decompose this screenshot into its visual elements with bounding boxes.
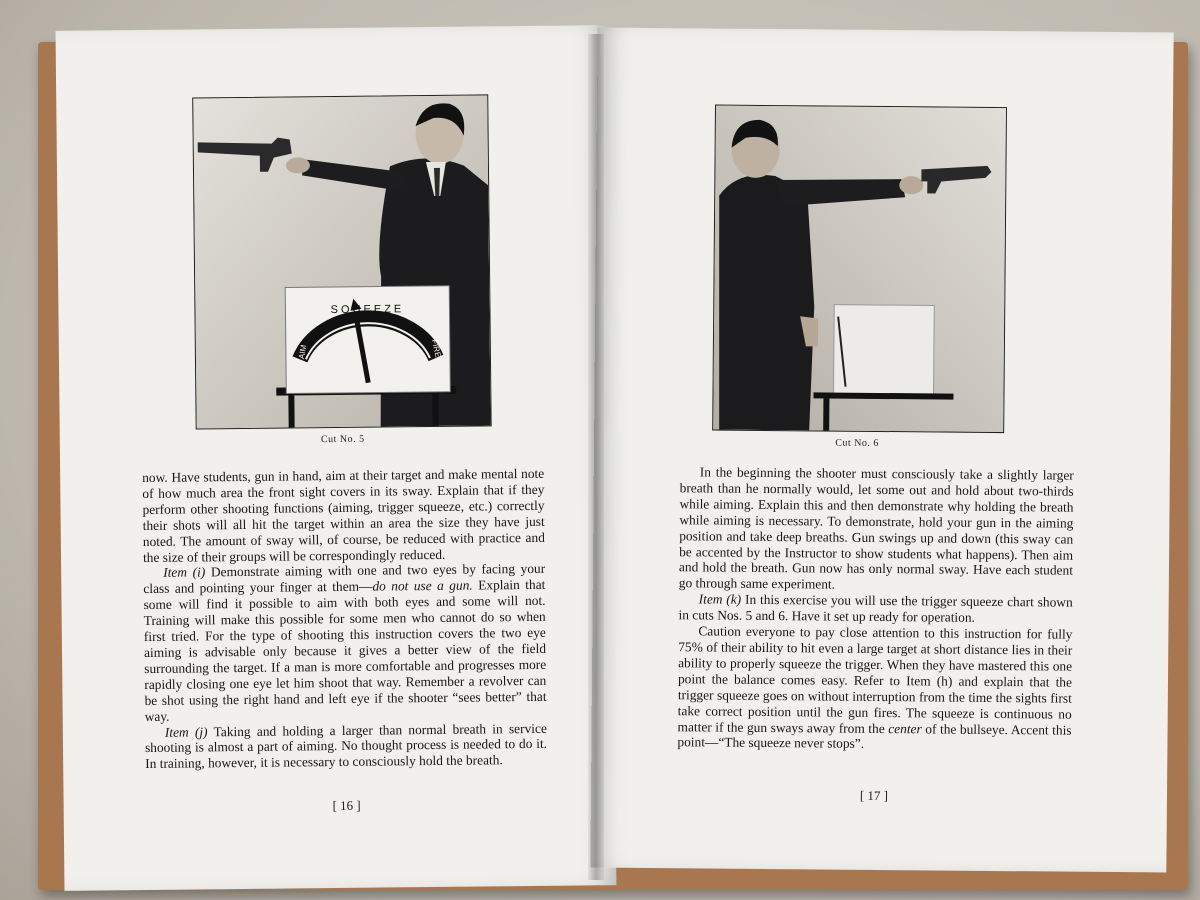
chart-word-aim: AIM (297, 344, 309, 360)
paragraph-item-k (678, 591, 1072, 626)
cut-6-caption: Cut No. 6 (835, 437, 879, 449)
left-page-body (142, 466, 547, 772)
right-page (590, 28, 1173, 873)
paragraph-text: Caution everyone to pay close attention to this instruction for fully 75% of their ability to hit even a large target at short distance lies in their ability to properly squeeze the trigger. When they have mastered this one point the balance comes easy. Refer to Item (h) and explain that the trigger squeeze goes on without interruption from the time the sights first take correct position until the gun fires. The squeeze is continuous no matter if the gun sways away from the (677, 623, 1073, 736)
cut-5-caption: Cut No. 5 (320, 433, 365, 446)
right-page-body (677, 464, 1073, 754)
paragraph-text: now. Have students, gun in hand, aim at their target and make mental note of how much area the front sight covers in its sway. Explain that if they perform other shooting functions (aiming, trigger squeeze, etc.) correctly their shots will all hit the target within an area the size they have just noted. The amount of sway will, of course, be reduced with practice and the size of their groups will be correspondingly reduced. (142, 465, 545, 565)
paragraph-text: In the beginning the shooter must consciously take a slightly larger breath than he normally would, let some out and hold about two-thirds while aiming. Explain this and then demonstrate why holding the breath while aiming is necessary. To demonstrate, hold your gun in the aiming position and take deep breaths. Gun swings up and down (this sway can be accented by the Instructor to show students what happens). Then aim and hold the breath. Gun now has only normal sway. Have each student go through same experiment. (678, 464, 1074, 592)
paragraph-text: Explain that some will find it possible to aim with both eyes and some will not. Training will make this possible for some men who cannot do so when first tried. For the type of shooting this instruction covers the two eye aiming is advisable only because it gives a better view of the field surrounding the target. If a man is more comfortable and progresses more rapidly closing one eye let him shoot that way. Remember a revolver can be shot using the right hand and left eye if the shooter “sees better” that way. (143, 577, 547, 724)
cut-6-illustration (713, 106, 1006, 433)
book-gutter (588, 34, 604, 880)
emphasis-text: center (888, 720, 922, 736)
paragraph-item-i (143, 561, 547, 724)
chart-word-fire: FIRE (429, 338, 443, 359)
paragraph-text: Demonstrate aiming with one and two eyes by facing your class and pointing your finger at them— (143, 561, 546, 597)
paragraph (142, 466, 545, 566)
page-number: [ 16 ] (332, 797, 361, 814)
paragraph-text: In this exercise you will use the trigger squeeze chart shown in cuts Nos. 5 and 6. Have it set up ready for operation. (678, 592, 1073, 625)
page-number: [ 17 ] (859, 787, 889, 804)
paragraph-text: Taking and holding a larger than normal breath in service shooting is almost a part of aiming. No thought process is needed to do it. In training, however, it is necessary to consciously hold the breath. (144, 720, 548, 772)
cut-6-photograph (712, 105, 1007, 434)
paragraph-text: of the bullseye. Accent this point—“The squeeze never stops”. (677, 720, 1072, 752)
paragraph (677, 623, 1072, 754)
left-page (56, 25, 617, 891)
cut-5-illustration (193, 95, 490, 428)
emphasis-text: do not use a gun. (372, 577, 473, 594)
paragraph (679, 464, 1074, 595)
chart-word-squeeze: SQUEEZE (330, 303, 405, 317)
paragraph-item-j (145, 720, 547, 772)
cut-5-photograph (192, 94, 491, 429)
item-label: Item (k) (698, 591, 742, 608)
item-label: Item (i) (163, 564, 206, 581)
item-label: Item (j) (164, 723, 208, 740)
